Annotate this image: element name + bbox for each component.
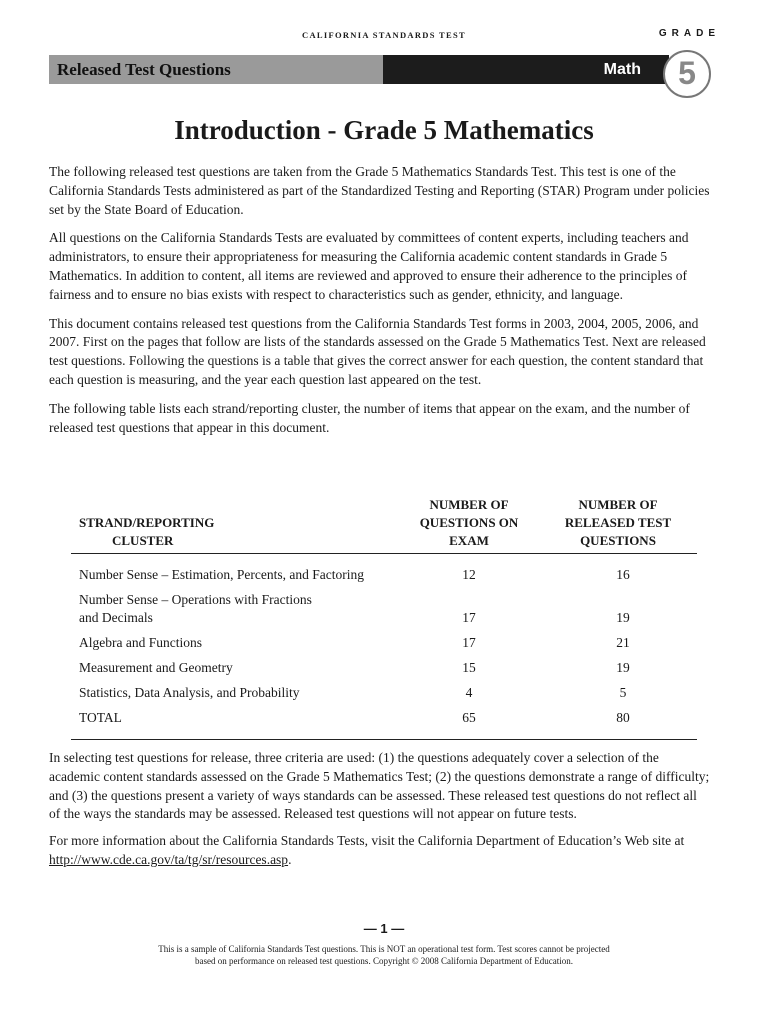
header-strand-line1: STRAND/REPORTING	[79, 515, 215, 530]
copyright-footnote	[120, 944, 648, 967]
strand-name: TOTAL	[71, 702, 399, 740]
top-header	[0, 30, 768, 42]
exam-count: 17	[462, 634, 476, 650]
released-test-questions-label: Released Test Questions	[49, 55, 383, 84]
header-released-line1: NUMBER OF	[578, 497, 658, 512]
header-released-line3: QUESTIONS	[580, 533, 656, 548]
header-exam-line3: EXAM	[449, 533, 489, 548]
more-info-paragraph	[49, 832, 711, 870]
released-count: 19	[616, 660, 630, 676]
header-exam-count	[399, 496, 539, 554]
intro-body	[49, 163, 711, 447]
table-total-row	[71, 702, 697, 740]
table-row	[71, 554, 697, 584]
section-banner	[49, 55, 669, 84]
test-name-label: CALIFORNIA STANDARDS TEST	[302, 30, 466, 40]
header-strand-line2: CLUSTER	[112, 533, 174, 548]
header-exam-line2: QUESTIONS ON	[419, 515, 519, 530]
exam-count: 65	[399, 702, 539, 740]
header-released-count	[539, 496, 697, 554]
table-row	[71, 677, 697, 702]
grade-number-badge: 5	[663, 50, 711, 98]
header-strand	[71, 496, 399, 554]
more-info-end: .	[288, 851, 292, 867]
table-row	[71, 584, 697, 627]
strand-name-line1: Number Sense – Operations with Fractions	[79, 592, 312, 608]
strand-table	[71, 496, 697, 740]
strand-name-line2: and Decimals	[79, 609, 153, 625]
released-count: 16	[616, 567, 630, 582]
subject-label: Math	[383, 55, 669, 84]
page-title: Introduction - Grade 5 Mathematics	[174, 115, 594, 145]
table-header-row	[71, 496, 697, 554]
criteria-paragraph: In selecting test questions for release, three criteria are used: (1) the questions adequately cover a selection of the academic content standards assessed on the Grade 5 Mathematics Test; (2) the questions demonstrate a range of difficulty; and (3) the questions present a variety of ways standards can be assessed. These released test questions do not reflect all of the ways the standards may be assessed. Released test questions will not appear on future tests.	[49, 750, 710, 822]
footnote-line2: based on performance on released test questions. Copyright © 2008 California Department of Education.	[195, 955, 573, 966]
intro-paragraph-2: All questions on the California Standards Tests are evaluated by committees of content experts, including teachers and administrators, to ensure their appropriateness for measuring the California academic content standards in Grade 5 Mathematics. In addition to content, all items are reviewed and approved to ensure their adherence to the principles of fairness and to ensure no bias exists with respect to characteristics such as gender, ethnicity, and language.	[49, 230, 689, 302]
strand-name	[71, 584, 399, 627]
footnote-line1: This is a sample of California Standards Test questions. This is NOT an operational test form. Test scores cannot be projected	[158, 944, 610, 954]
table-row	[71, 651, 697, 676]
exam-count: 4	[465, 685, 473, 701]
more-info-text: For more information about the California Standards Tests, visit the California Department of Education’s Web site at	[49, 833, 685, 849]
released-count: 5	[619, 685, 627, 701]
grade-label: GRADE	[658, 28, 720, 39]
strand-name: Measurement and Geometry	[79, 660, 233, 676]
table-row	[71, 626, 697, 651]
exam-count: 15	[462, 660, 476, 676]
closing-body	[49, 749, 711, 878]
exam-count: 12	[462, 567, 476, 582]
cde-resources-link[interactable]: http://www.cde.ca.gov/ta/tg/sr/resources.asp	[49, 851, 289, 867]
strand-name: Statistics, Data Analysis, and Probability	[79, 685, 300, 701]
intro-paragraph-1: The following released test questions are taken from the Grade 5 Mathematics Standards Test. This test is one of the California Standards Tests administered as part of the Standardized Testing and Reporting (STAR) Program under policies set by the State Board of Education.	[49, 164, 710, 217]
exam-count: 17	[462, 609, 476, 625]
released-count: 21	[616, 634, 630, 650]
released-count: 19	[616, 609, 630, 625]
strand-name: Number Sense – Estimation, Percents, and Factoring	[79, 567, 364, 582]
intro-paragraph-4: The following table lists each strand/reporting cluster, the number of items that appear on the exam, and the number of released test questions that appear in this document.	[49, 400, 690, 435]
header-released-line2: RELEASED TEST	[564, 515, 672, 530]
page-number: — 1 —	[363, 921, 405, 936]
intro-paragraph-3: This document contains released test questions from the California Standards Test forms in 2003, 2004, 2005, 2006, and 2007. First on the pages that follow are lists of the standards assessed on the Grade 5 Mathematics Test. Next are released test questions. Following the questions is a table that gives the correct answer for each question, the content standard that each question is measuring, and the year each question last appeared on the test.	[49, 315, 706, 387]
strand-name: Algebra and Functions	[79, 634, 202, 650]
released-count: 80	[539, 702, 697, 740]
header-exam-line1: NUMBER OF	[429, 497, 509, 512]
